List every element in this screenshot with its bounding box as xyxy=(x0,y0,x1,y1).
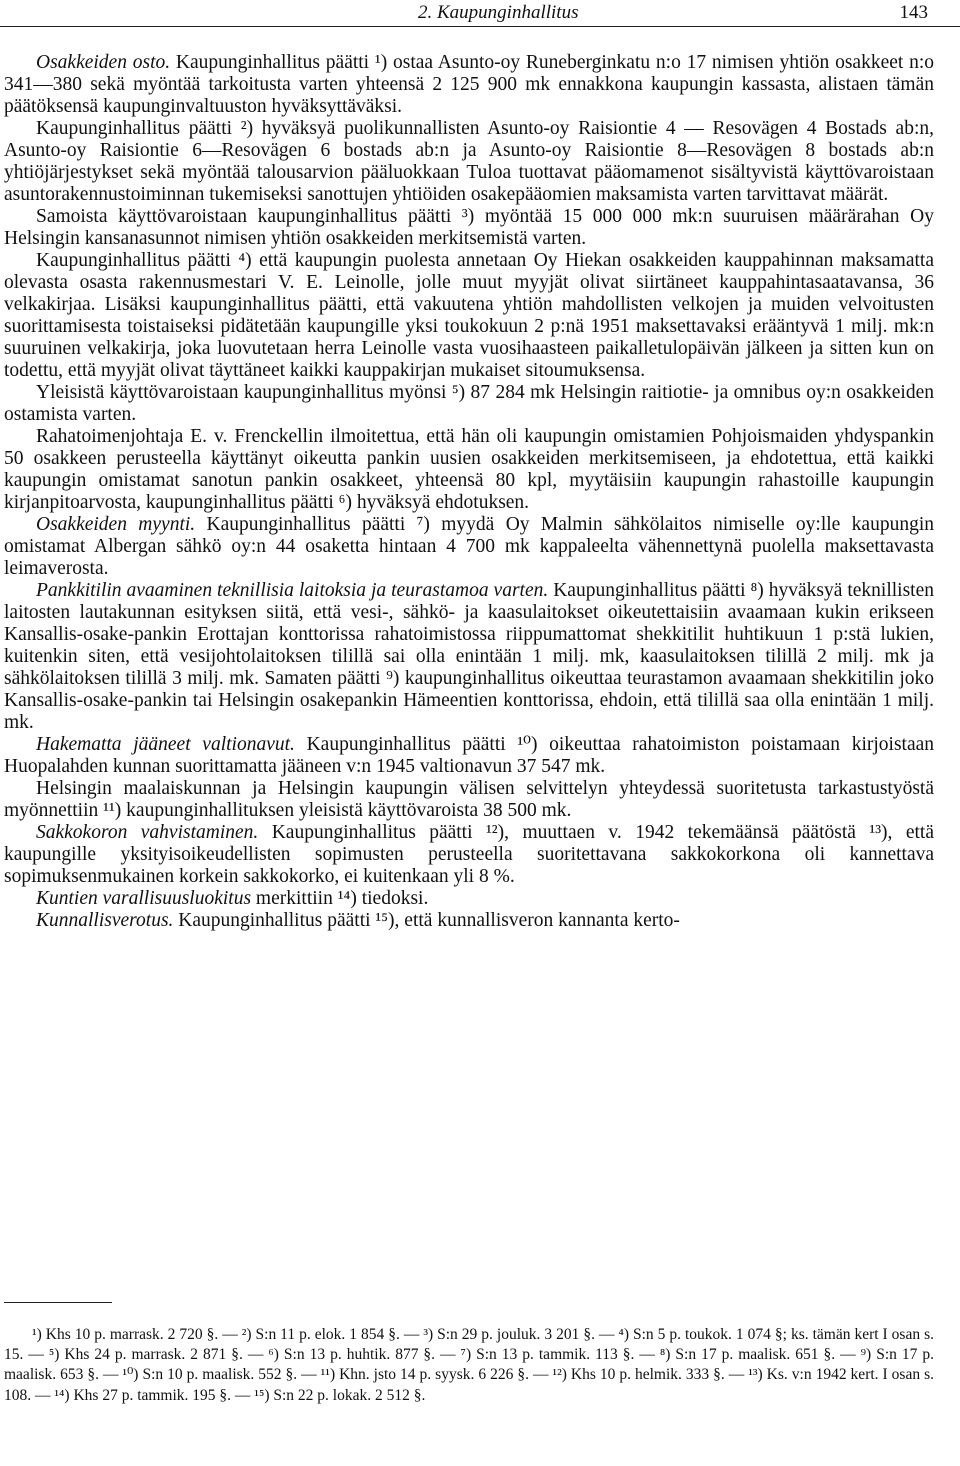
paragraph-heading: Hakematta jääneet valtionavut. xyxy=(36,734,295,755)
paragraph-heading: Pankkitilin avaaminen teknillisia laitoksia ja teurastamoa varten. xyxy=(36,580,549,601)
paragraph xyxy=(4,382,934,426)
paragraph-heading: Osakkeiden osto. xyxy=(36,52,171,73)
paragraph xyxy=(4,514,934,580)
paragraph xyxy=(4,118,934,206)
paragraph-text: Kaupunginhallitus päätti ²) hyväksyä puolikunnallisten Asunto-oy Raisiontie 4 — Resovägen 4 Bostads ab:n, Asunto-oy Raisiontie 6—Resovägen 6 bostads ab:n ja Asunto-oy Raisiontie 8—Resovägen 8 bostads ab:n yhtiöjärjestykset sekä myöntää talousarvion pääluokkaan Tuloa tuottavat pääomamenot sisältyvistä käyttövaroistaan asuntorakennustoiminnan tukemiseksi sanottujen yhtiöiden osakepääomien maksamista varten tarvittavat määrät. xyxy=(4,118,934,205)
paragraph-text: Kaupunginhallitus päätti ⁸) hyväksyä teknillisten laitosten lautakunnan esityksen siitä, että vesi-, sähkö- ja kaasulaitokset oikeutettaisiin avaamaan kukin erikseen Kansallis-osake-pankin Erottajan konttorissa rahatoimistossa riippumattomat shekkitilit huhtikuun 1 p:stä lukien, kuitenkin siten, että vesijohtolaitoksen tilillä sai olla enintään 1 milj. mk, kaasulaitoksen tilillä 2 milj. mk ja sähkölaitoksen tilillä 3 milj. mk. Samaten päätti ⁹) kaupunginhallitus oikeuttaa teurastamon avaamaan shekkitilin joko Kansallis-osake-pankin tai Helsingin osakepankin Hämeentien konttorissa, ehdoin, että tilillä saa olla enintään 1 milj. mk. xyxy=(4,580,934,733)
footnote-text: ¹) Khs 10 p. marrask. 2 720 §. — ²) S:n 11 p. elok. 1 854 §. — ³) S:n 29 p. jouluk. 3 201 §. — ⁴) S:n 5 p. toukok. 1 074 §; ks. tämän kert I osan s. 15. — ⁵) Khs 24 p. marrask. 2 871 §. — ⁶) S:n 13 p. huhtik. 877 §. — ⁷) S:n 13 p. tammik. 113 §. — ⁸) S:n 17 p. maalisk. 651 §. — ⁹) S:n 17 p. maalisk. 653 §. — ¹⁰) S:n 10 p. maalisk. 552 §. — ¹¹) Khn. jsto 14 p. syysk. 6 226 §. — ¹²) Khs 10 p. helmik. 333 §. — ¹³) Ks. v:n 1942 kert. I osan s. 108. — ¹⁴) Khs 27 p. tammik. 195 §. — ¹⁵) S:n 22 p. lokak. 2 512 §. xyxy=(4,1326,934,1404)
paragraph xyxy=(4,822,934,888)
paragraph-heading: Kuntien varallisuusluokitus xyxy=(36,888,252,909)
paragraph xyxy=(4,250,934,382)
paragraph-heading: Sakkokoron vahvistaminen. xyxy=(36,822,259,843)
paragraph-text: Rahatoimenjohtaja E. v. Frenckellin ilmoitettua, että hän oli kaupungin omistamien Pohjoismaiden yhdyspankin 50 osakkeen perusteella käyttänyt oikeutta pankin uusien osakkeiden merkitsemiseen, ja ehdotettua, että kaikki kaupungin omistamat sanotun pankin osakkeet, yhteensä 80 kpl, myytäisiin kaupungin rahastoille kaupungin kirjanpitoarvosta, kaupunginhallitus päätti ⁶) hyväksyä ehdotuksen. xyxy=(4,426,934,513)
running-header xyxy=(0,0,960,27)
footnote-divider xyxy=(4,1302,112,1303)
paragraph-text: Kaupunginhallitus päätti ¹) ostaa Asunto-oy Runeberginkatu n:o 17 nimisen yhtiön osakkeet n:o 341—380 sekä myöntää tarkoitusta varten yhteensä 2 125 900 mk ennakkona kaupungin kassasta, alistaen tämän päätöksensä kaupunginvaltuuston hyväksyttäväksi. xyxy=(4,52,934,117)
paragraph-heading: Kunnallisverotus. xyxy=(36,910,174,931)
body-text xyxy=(4,52,934,932)
page-number: 143 xyxy=(899,2,928,23)
paragraph xyxy=(4,206,934,250)
paragraph-heading: Osakkeiden myynti. xyxy=(36,514,196,535)
paragraph-text: Yleisistä käyttövaroistaan kaupunginhallitus myönsi ⁵) 87 284 mk Helsingin raitiotie- ja omnibus oy:n osakkeiden ostamista varten. xyxy=(4,382,934,425)
paragraph xyxy=(4,910,934,932)
paragraph xyxy=(4,778,934,822)
paragraph-text: Kaupunginhallitus päätti ⁴) että kaupungin puolesta annetaan Oy Hiekan osakkeiden kauppahinnan maksamatta olevasta osasta rakennusmestari V. E. Leinolle, jolle muut myyjät olivat siirtäneet kauppahintasaatavansa, 36 velkakirjaa. Lisäksi kaupunginhallitus päätti, että vakuutena yhtiön mahdollisten velkojen ja muiden velvoitusten suorittamisesta toistaiseksi pidätetään kaupungille yksi toukokuun 2 p:nä 1951 maksettavaksi erääntyvä 1 milj. mk:n suuruinen velkakirja, joka luovutetaan herra Leinolle vasta vuosihaasteen paikalletulopäivän jälkeen ja sitten kun on todettu, että myyjät olivat täyttäneet kaikki kauppakirjan mukaiset sitoumuksensa. xyxy=(4,250,934,381)
paragraph xyxy=(4,52,934,118)
footnotes xyxy=(4,1325,934,1406)
paragraph-text: Kaupunginhallitus päätti ⁷) myydä Oy Malmin sähkölaitos nimiselle oy:lle kaupungin omistamat Albergan sähkö oy:n 44 osaketta hintaan 4 700 mk kappaleelta vähennettynä puolella maksettavasta leimaverosta. xyxy=(4,514,934,579)
section-title: 2. Kaupunginhallitus xyxy=(418,2,579,23)
paragraph-text: Kaupunginhallitus päätti ¹⁰) oikeuttaa rahatoimiston poistamaan kirjoistaan Huopalahden kunnan suorittamatta jääneen v:n 1945 valtionavun 37 547 mk. xyxy=(4,734,935,777)
paragraph-text: Helsingin maalaiskunnan ja Helsingin kaupungin välisen selvittelyn yhteydessä suoritetusta tarkastustyöstä myönnettiin ¹¹) kaupunginhallituksen yleisistä käyttövaroista 38 500 mk. xyxy=(4,778,934,821)
paragraph xyxy=(4,734,934,778)
paragraph-text: Samoista käyttövaroistaan kaupunginhallitus päätti ³) myöntää 15 000 000 mk:n suuruisen määrärahan Oy Helsingin kansanasunnot nimisen yhtiön osakkeiden merkitsemistä varten. xyxy=(4,206,934,249)
paragraph xyxy=(4,426,934,514)
paragraph xyxy=(4,580,934,734)
paragraph-text: merkittiin ¹⁴) tiedoksi. xyxy=(251,888,429,909)
paragraph xyxy=(4,888,934,910)
paragraph-text: Kaupunginhallitus päätti ¹²), muuttaen v. 1942 tekemäänsä päätöstä ¹³), että kaupungille yksityisoikeudellisten sopimusten perusteella suoritettavana sakkokorkona oli kannettava sopimuksenmukainen korkein sakkokorko, ei kuitenkaan yli 8 %. xyxy=(4,822,934,887)
paragraph-text: Kaupunginhallitus päätti ¹⁵), että kunnallisveron kannanta kerto- xyxy=(173,910,680,931)
